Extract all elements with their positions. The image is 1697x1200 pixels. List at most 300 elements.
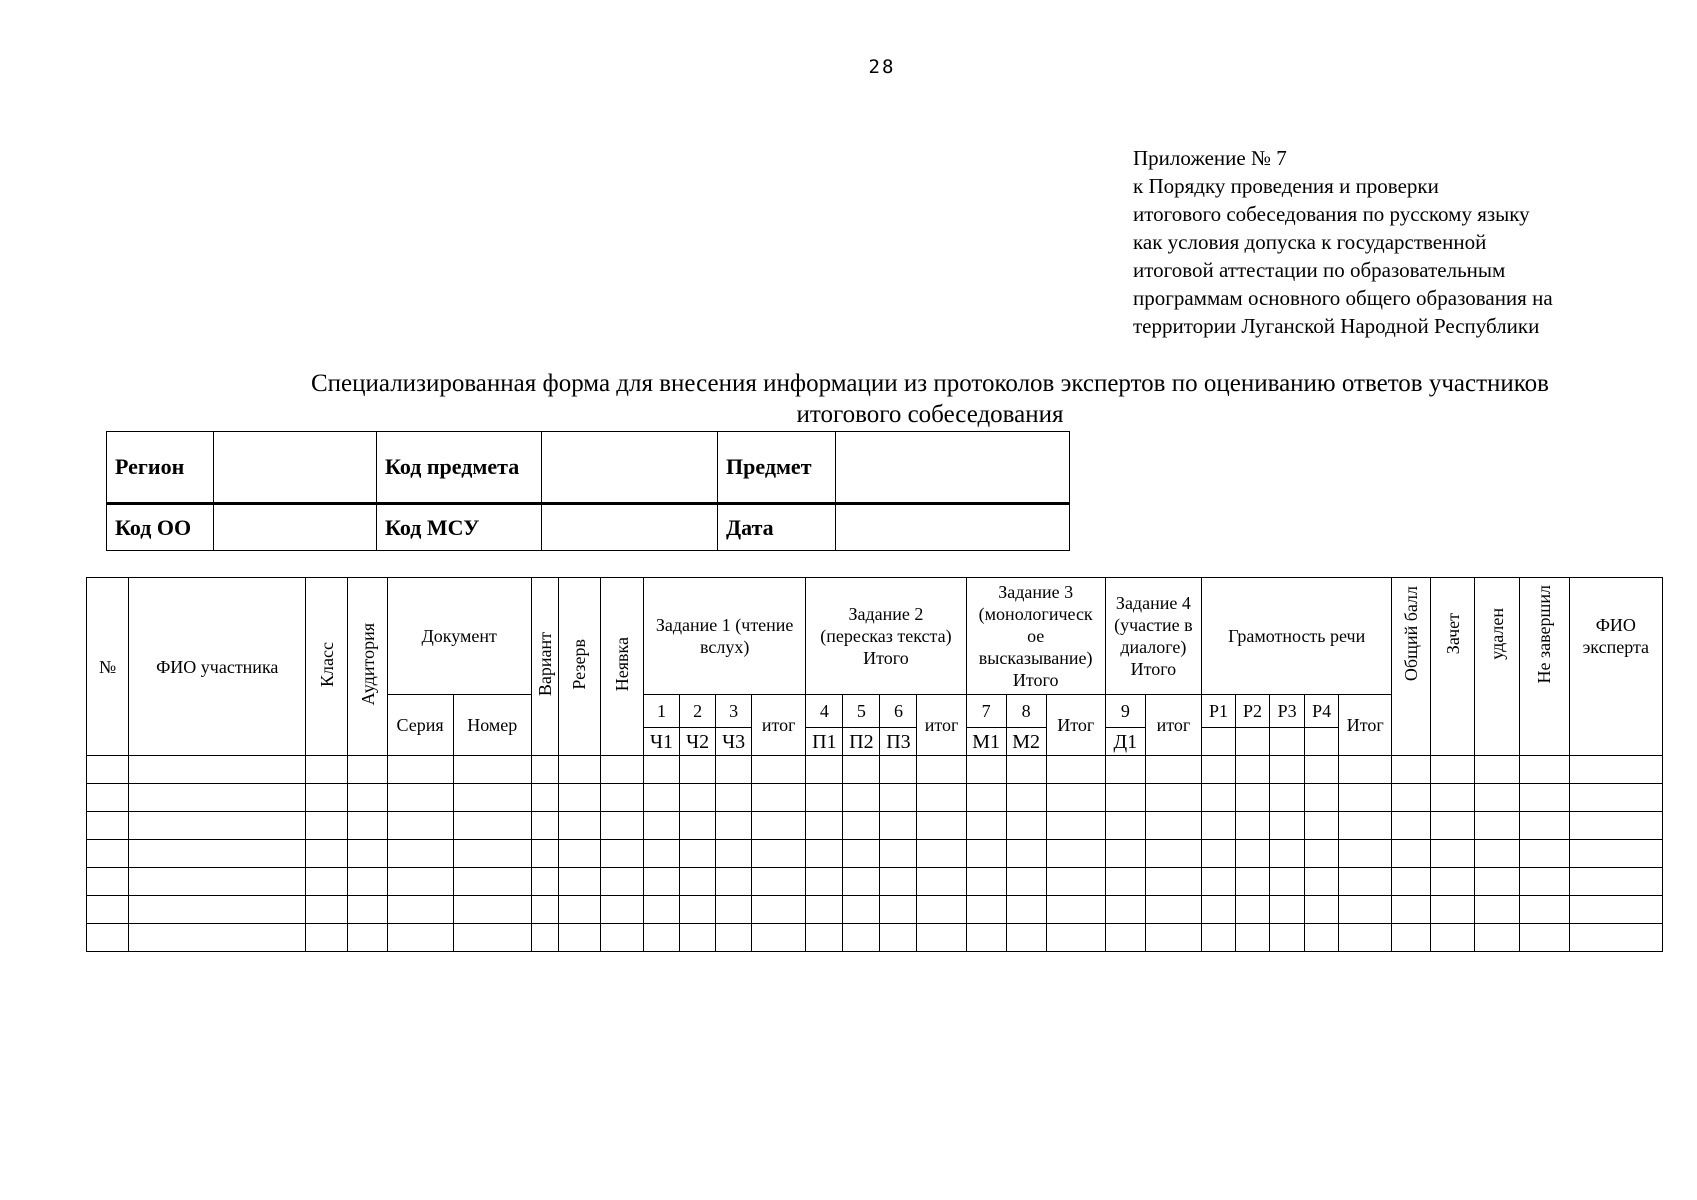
table-cell[interactable] bbox=[1475, 868, 1519, 896]
table-cell[interactable] bbox=[1339, 840, 1392, 868]
t2-code: П2 bbox=[843, 728, 880, 756]
table-cell[interactable] bbox=[966, 896, 1006, 924]
table-cell[interactable] bbox=[387, 924, 453, 952]
table-cell[interactable] bbox=[1270, 784, 1305, 812]
table-cell[interactable] bbox=[880, 812, 917, 840]
table-cell[interactable] bbox=[752, 896, 806, 924]
table-cell[interactable] bbox=[387, 784, 453, 812]
table-cell[interactable] bbox=[1201, 924, 1235, 952]
table-cell[interactable] bbox=[1105, 784, 1145, 812]
table-cell[interactable] bbox=[87, 868, 129, 896]
subject-code-field[interactable] bbox=[542, 432, 718, 504]
table-cell[interactable] bbox=[348, 924, 387, 952]
table-cell[interactable] bbox=[1105, 812, 1145, 840]
table-cell[interactable] bbox=[716, 756, 752, 784]
table-cell[interactable] bbox=[680, 812, 716, 840]
t1-num: 2 bbox=[680, 695, 716, 728]
r-code-cell bbox=[1270, 728, 1305, 756]
table-cell[interactable] bbox=[843, 868, 880, 896]
table-cell[interactable] bbox=[87, 784, 129, 812]
table-cell[interactable] bbox=[558, 784, 600, 812]
task2-header bbox=[806, 578, 966, 695]
table-cell[interactable] bbox=[1431, 868, 1475, 896]
r-code-cell bbox=[1305, 728, 1339, 756]
table-cell[interactable] bbox=[1270, 812, 1305, 840]
appendix-line: итоговой аттестации по образовательным bbox=[1133, 258, 1506, 282]
table-cell[interactable] bbox=[1046, 756, 1105, 784]
table-cell[interactable] bbox=[1270, 924, 1305, 952]
table-cell[interactable] bbox=[1475, 784, 1519, 812]
table-cell[interactable] bbox=[1339, 868, 1392, 896]
table-cell[interactable] bbox=[453, 924, 531, 952]
table-cell[interactable] bbox=[1569, 784, 1662, 812]
table-cell[interactable] bbox=[716, 924, 752, 952]
table-cell[interactable] bbox=[752, 840, 806, 868]
task3-total-label: Итого bbox=[1012, 670, 1059, 690]
table-cell[interactable] bbox=[1270, 840, 1305, 868]
table-cell[interactable] bbox=[348, 868, 387, 896]
region-label: Регион bbox=[107, 432, 214, 504]
pass-subcell bbox=[1431, 695, 1475, 756]
table-cell[interactable] bbox=[680, 784, 716, 812]
table-cell[interactable] bbox=[1392, 812, 1431, 840]
table-cell[interactable] bbox=[600, 812, 643, 840]
table-cell[interactable] bbox=[1145, 924, 1201, 952]
table-cell[interactable] bbox=[1046, 812, 1105, 840]
table-cell[interactable] bbox=[1105, 896, 1145, 924]
r-label: Р4 bbox=[1305, 695, 1339, 728]
table-cell[interactable] bbox=[966, 924, 1006, 952]
table-cell[interactable] bbox=[348, 896, 387, 924]
table-cell[interactable] bbox=[1236, 868, 1270, 896]
table-cell[interactable] bbox=[752, 868, 806, 896]
table-cell[interactable] bbox=[1519, 840, 1569, 868]
table-cell[interactable] bbox=[558, 896, 600, 924]
table-cell[interactable] bbox=[1519, 812, 1569, 840]
t2-total-header: итог bbox=[917, 695, 966, 756]
table-cell[interactable] bbox=[1145, 840, 1201, 868]
table-cell[interactable] bbox=[716, 840, 752, 868]
t4-num: 9 bbox=[1105, 695, 1145, 728]
oo-code-label: Код ОО bbox=[107, 504, 214, 551]
appendix-line: итогового собеседования по русскому языку bbox=[1133, 202, 1530, 226]
table-cell[interactable] bbox=[1305, 896, 1339, 924]
table-cell[interactable] bbox=[843, 840, 880, 868]
r-code-cell bbox=[1201, 728, 1235, 756]
table-cell[interactable] bbox=[453, 812, 531, 840]
table-row bbox=[87, 896, 1663, 924]
table-cell[interactable] bbox=[531, 784, 558, 812]
task2-total-label: Итого bbox=[863, 648, 909, 668]
table-cell[interactable] bbox=[966, 812, 1006, 840]
table-cell[interactable] bbox=[531, 840, 558, 868]
table-cell[interactable] bbox=[1339, 812, 1392, 840]
table-cell[interactable] bbox=[1431, 812, 1475, 840]
table-cell[interactable] bbox=[453, 840, 531, 868]
absence-label: Неявка bbox=[611, 636, 632, 692]
table-cell[interactable] bbox=[806, 868, 843, 896]
table-cell[interactable] bbox=[880, 756, 917, 784]
table-cell[interactable] bbox=[1519, 896, 1569, 924]
table-cell[interactable] bbox=[1569, 812, 1662, 840]
not-finished-subcell bbox=[1519, 695, 1569, 756]
table-cell[interactable] bbox=[880, 868, 917, 896]
table-cell[interactable] bbox=[752, 784, 806, 812]
table-cell[interactable] bbox=[1236, 812, 1270, 840]
table-cell[interactable] bbox=[1270, 896, 1305, 924]
table-cell[interactable] bbox=[87, 840, 129, 868]
subject-field[interactable] bbox=[836, 432, 1070, 504]
table-cell[interactable] bbox=[1305, 812, 1339, 840]
table-cell[interactable] bbox=[1105, 840, 1145, 868]
table-cell[interactable] bbox=[917, 784, 966, 812]
table-cell[interactable] bbox=[129, 896, 306, 924]
table-cell[interactable] bbox=[1392, 868, 1431, 896]
col-reserve-header bbox=[558, 578, 600, 756]
t1-code: Ч2 bbox=[680, 728, 716, 756]
total-score-label: Общий балл bbox=[1401, 586, 1422, 682]
table-cell[interactable] bbox=[1339, 924, 1392, 952]
table-cell[interactable] bbox=[306, 924, 348, 952]
table-row bbox=[87, 756, 1663, 784]
r-total-header: Итог bbox=[1339, 695, 1392, 756]
table-row bbox=[87, 784, 1663, 812]
speech-literacy-header: Грамотность речи bbox=[1201, 578, 1391, 695]
table-cell[interactable] bbox=[1201, 868, 1235, 896]
table-cell[interactable] bbox=[1569, 868, 1662, 896]
r-label: Р1 bbox=[1201, 695, 1235, 728]
table-cell[interactable] bbox=[1145, 784, 1201, 812]
table-cell[interactable] bbox=[453, 896, 531, 924]
col-not-finished-header bbox=[1519, 578, 1569, 695]
table-cell[interactable] bbox=[917, 756, 966, 784]
table-cell[interactable] bbox=[843, 896, 880, 924]
table-cell[interactable] bbox=[531, 868, 558, 896]
table-cell[interactable] bbox=[752, 756, 806, 784]
table-cell[interactable] bbox=[752, 924, 806, 952]
table-cell[interactable] bbox=[843, 924, 880, 952]
table-cell[interactable] bbox=[558, 756, 600, 784]
table-cell[interactable] bbox=[558, 840, 600, 868]
table-cell[interactable] bbox=[680, 840, 716, 868]
table-cell[interactable] bbox=[1201, 784, 1235, 812]
t3-code: М1 bbox=[966, 728, 1006, 756]
table-cell[interactable] bbox=[306, 840, 348, 868]
table-cell[interactable] bbox=[1270, 868, 1305, 896]
table-cell[interactable] bbox=[1201, 812, 1235, 840]
table-cell[interactable] bbox=[1046, 924, 1105, 952]
table-cell[interactable] bbox=[880, 784, 917, 812]
msu-code-label: Код МСУ bbox=[377, 504, 542, 551]
table-cell[interactable] bbox=[348, 812, 387, 840]
table-cell[interactable] bbox=[600, 868, 643, 896]
table-cell[interactable] bbox=[917, 896, 966, 924]
table-cell[interactable] bbox=[1339, 756, 1392, 784]
table-cell[interactable] bbox=[1519, 868, 1569, 896]
table-cell[interactable] bbox=[680, 924, 716, 952]
table-cell[interactable] bbox=[1145, 812, 1201, 840]
table-cell[interactable] bbox=[644, 812, 680, 840]
table-cell[interactable] bbox=[1145, 896, 1201, 924]
table-cell[interactable] bbox=[680, 896, 716, 924]
table-cell[interactable] bbox=[1392, 840, 1431, 868]
form-title bbox=[200, 368, 1660, 430]
table-cell[interactable] bbox=[306, 896, 348, 924]
table-cell[interactable] bbox=[806, 896, 843, 924]
table-cell[interactable] bbox=[1105, 756, 1145, 784]
col-expert-fio-header: ФИО эксперта bbox=[1569, 578, 1662, 695]
table-cell[interactable] bbox=[917, 840, 966, 868]
table-cell[interactable] bbox=[1236, 840, 1270, 868]
table-cell[interactable] bbox=[680, 756, 716, 784]
table-cell[interactable] bbox=[1475, 924, 1519, 952]
table-cell[interactable] bbox=[716, 868, 752, 896]
table-cell[interactable] bbox=[843, 784, 880, 812]
table-cell[interactable] bbox=[1431, 924, 1475, 952]
task4-title: Задание 4 (участие в диалоге) bbox=[1114, 593, 1193, 657]
table-cell[interactable] bbox=[966, 756, 1006, 784]
task1-header: Задание 1 (чтение вслух) bbox=[644, 578, 806, 695]
table-cell[interactable] bbox=[1305, 868, 1339, 896]
table-cell[interactable] bbox=[531, 924, 558, 952]
table-cell[interactable] bbox=[966, 840, 1006, 868]
table-cell[interactable] bbox=[644, 756, 680, 784]
table-cell[interactable] bbox=[1519, 924, 1569, 952]
table-cell[interactable] bbox=[600, 896, 643, 924]
table-cell[interactable] bbox=[1105, 868, 1145, 896]
table-cell[interactable] bbox=[1105, 924, 1145, 952]
t2-num: 5 bbox=[843, 695, 880, 728]
table-cell[interactable] bbox=[87, 924, 129, 952]
t1-code: Ч3 bbox=[716, 728, 752, 756]
table-cell[interactable] bbox=[716, 812, 752, 840]
table-cell[interactable] bbox=[806, 784, 843, 812]
table-cell[interactable] bbox=[1006, 812, 1046, 840]
table-cell[interactable] bbox=[531, 756, 558, 784]
table-cell[interactable] bbox=[1046, 868, 1105, 896]
table-cell[interactable] bbox=[600, 924, 643, 952]
table-cell[interactable] bbox=[917, 812, 966, 840]
table-cell[interactable] bbox=[306, 868, 348, 896]
table-cell[interactable] bbox=[1201, 756, 1235, 784]
table-cell[interactable] bbox=[453, 784, 531, 812]
table-cell[interactable] bbox=[87, 812, 129, 840]
col-num-header: № bbox=[87, 578, 129, 756]
table-cell[interactable] bbox=[880, 896, 917, 924]
table-cell[interactable] bbox=[966, 784, 1006, 812]
t4-code: Д1 bbox=[1105, 728, 1145, 756]
appendix-note bbox=[1133, 144, 1653, 340]
t2-num: 6 bbox=[880, 695, 917, 728]
table-cell[interactable] bbox=[531, 812, 558, 840]
col-removed-header bbox=[1475, 578, 1519, 695]
table-cell[interactable] bbox=[1392, 896, 1431, 924]
table-cell[interactable] bbox=[387, 868, 453, 896]
table-cell[interactable] bbox=[644, 868, 680, 896]
table-cell[interactable] bbox=[129, 868, 306, 896]
appendix-line: как условия допуска к государственной bbox=[1133, 230, 1487, 254]
table-cell[interactable] bbox=[917, 868, 966, 896]
col-number-header: Номер bbox=[453, 695, 531, 756]
region-field[interactable] bbox=[214, 432, 377, 504]
table-cell[interactable] bbox=[129, 840, 306, 868]
table-row bbox=[87, 868, 1663, 896]
auditorium-label: Аудитория bbox=[357, 622, 378, 706]
table-cell[interactable] bbox=[600, 784, 643, 812]
table-cell[interactable] bbox=[531, 896, 558, 924]
table-cell[interactable] bbox=[1236, 896, 1270, 924]
table-cell[interactable] bbox=[1431, 896, 1475, 924]
table-cell[interactable] bbox=[1006, 896, 1046, 924]
table-cell[interactable] bbox=[880, 840, 917, 868]
t1-num: 1 bbox=[644, 695, 680, 728]
table-cell[interactable] bbox=[129, 784, 306, 812]
table-cell[interactable] bbox=[1046, 840, 1105, 868]
table-cell[interactable] bbox=[1270, 756, 1305, 784]
table-cell[interactable] bbox=[1305, 756, 1339, 784]
table-cell[interactable] bbox=[1236, 756, 1270, 784]
table-cell[interactable] bbox=[348, 840, 387, 868]
table-cell[interactable] bbox=[348, 756, 387, 784]
table-cell[interactable] bbox=[453, 756, 531, 784]
date-field[interactable] bbox=[836, 504, 1070, 551]
table-cell[interactable] bbox=[387, 896, 453, 924]
table-cell[interactable] bbox=[306, 812, 348, 840]
table-cell[interactable] bbox=[806, 924, 843, 952]
table-cell[interactable] bbox=[1431, 756, 1475, 784]
form-title-line: Специализированная форма для внесения информации из протоколов экспертов по оцениванию ответов участников bbox=[310, 370, 1549, 397]
t3-total-header: Итог bbox=[1046, 695, 1105, 756]
table-cell[interactable] bbox=[1006, 924, 1046, 952]
table-cell[interactable] bbox=[1236, 784, 1270, 812]
table-cell[interactable] bbox=[306, 756, 348, 784]
table-cell[interactable] bbox=[558, 924, 600, 952]
table-cell[interactable] bbox=[1475, 840, 1519, 868]
table-cell[interactable] bbox=[1006, 756, 1046, 784]
table-cell[interactable] bbox=[387, 840, 453, 868]
table-cell[interactable] bbox=[1305, 840, 1339, 868]
table-cell[interactable] bbox=[1046, 784, 1105, 812]
not-finished-label: Не завершил bbox=[1534, 584, 1555, 683]
subject-code-label: Код предмета bbox=[377, 432, 542, 504]
results-table bbox=[86, 577, 1663, 952]
table-cell[interactable] bbox=[348, 784, 387, 812]
appendix-line: к Порядку проведения и проверки bbox=[1133, 174, 1439, 198]
col-total-score-header bbox=[1392, 578, 1431, 695]
table-cell[interactable] bbox=[1201, 840, 1235, 868]
removed-subcell bbox=[1475, 695, 1519, 756]
table-cell[interactable] bbox=[806, 840, 843, 868]
table-cell[interactable] bbox=[1006, 868, 1046, 896]
table-cell[interactable] bbox=[1339, 896, 1392, 924]
table-cell[interactable] bbox=[558, 868, 600, 896]
table-cell[interactable] bbox=[806, 756, 843, 784]
table-cell[interactable] bbox=[1392, 756, 1431, 784]
table-cell[interactable] bbox=[1145, 868, 1201, 896]
table-cell[interactable] bbox=[752, 812, 806, 840]
table-cell[interactable] bbox=[843, 756, 880, 784]
table-cell[interactable] bbox=[1569, 924, 1662, 952]
table-cell[interactable] bbox=[1519, 756, 1569, 784]
table-cell[interactable] bbox=[1339, 784, 1392, 812]
subject-label: Предмет bbox=[718, 432, 836, 504]
table-cell[interactable] bbox=[966, 868, 1006, 896]
table-cell[interactable] bbox=[600, 840, 643, 868]
table-cell[interactable] bbox=[129, 924, 306, 952]
table-cell[interactable] bbox=[1431, 784, 1475, 812]
table-cell[interactable] bbox=[806, 812, 843, 840]
table-cell[interactable] bbox=[1519, 784, 1569, 812]
col-fio-header: ФИО участника bbox=[129, 578, 306, 756]
table-cell[interactable] bbox=[387, 756, 453, 784]
table-cell[interactable] bbox=[1145, 756, 1201, 784]
table-cell[interactable] bbox=[129, 756, 306, 784]
table-cell[interactable] bbox=[1475, 896, 1519, 924]
table-cell[interactable] bbox=[558, 812, 600, 840]
table-cell[interactable] bbox=[1046, 896, 1105, 924]
table-cell[interactable] bbox=[87, 756, 129, 784]
table-cell[interactable] bbox=[843, 812, 880, 840]
table-cell[interactable] bbox=[716, 784, 752, 812]
pass-label: Зачет bbox=[1442, 613, 1463, 655]
table-cell[interactable] bbox=[1475, 756, 1519, 784]
table-cell[interactable] bbox=[1569, 840, 1662, 868]
table-row bbox=[87, 812, 1663, 840]
col-auditorium-header bbox=[348, 578, 387, 756]
table-cell[interactable] bbox=[1305, 784, 1339, 812]
table-cell[interactable] bbox=[716, 896, 752, 924]
table-cell[interactable] bbox=[644, 784, 680, 812]
table-cell[interactable] bbox=[1569, 756, 1662, 784]
table-cell[interactable] bbox=[644, 924, 680, 952]
t1-num: 3 bbox=[716, 695, 752, 728]
table-row bbox=[87, 924, 1663, 952]
table-cell[interactable] bbox=[1305, 924, 1339, 952]
table-cell[interactable] bbox=[600, 756, 643, 784]
table-cell[interactable] bbox=[680, 868, 716, 896]
table-cell[interactable] bbox=[1006, 784, 1046, 812]
table-cell[interactable] bbox=[644, 840, 680, 868]
msu-code-field[interactable] bbox=[542, 504, 718, 551]
table-cell[interactable] bbox=[1236, 924, 1270, 952]
table-cell[interactable] bbox=[1201, 896, 1235, 924]
table-cell[interactable] bbox=[1392, 784, 1431, 812]
appendix-line: программам основного общего образования на bbox=[1133, 286, 1553, 310]
table-cell[interactable] bbox=[1475, 812, 1519, 840]
r-label: Р2 bbox=[1236, 695, 1270, 728]
table-cell[interactable] bbox=[87, 896, 129, 924]
col-absence-header bbox=[600, 578, 643, 756]
table-cell[interactable] bbox=[453, 868, 531, 896]
table-cell[interactable] bbox=[1006, 840, 1046, 868]
table-cell[interactable] bbox=[644, 896, 680, 924]
table-cell[interactable] bbox=[917, 924, 966, 952]
oo-code-field[interactable] bbox=[214, 504, 377, 551]
table-cell[interactable] bbox=[387, 812, 453, 840]
t1-code: Ч1 bbox=[644, 728, 680, 756]
r-label: Р3 bbox=[1270, 695, 1305, 728]
t1-total-header: итог bbox=[752, 695, 806, 756]
table-cell[interactable] bbox=[1392, 924, 1431, 952]
table-cell[interactable] bbox=[129, 812, 306, 840]
table-cell[interactable] bbox=[880, 924, 917, 952]
table-cell[interactable] bbox=[1569, 896, 1662, 924]
t2-num: 4 bbox=[806, 695, 843, 728]
t3-num: 8 bbox=[1006, 695, 1046, 728]
task4-header bbox=[1105, 578, 1201, 695]
table-cell[interactable] bbox=[306, 784, 348, 812]
table-cell[interactable] bbox=[1431, 840, 1475, 868]
